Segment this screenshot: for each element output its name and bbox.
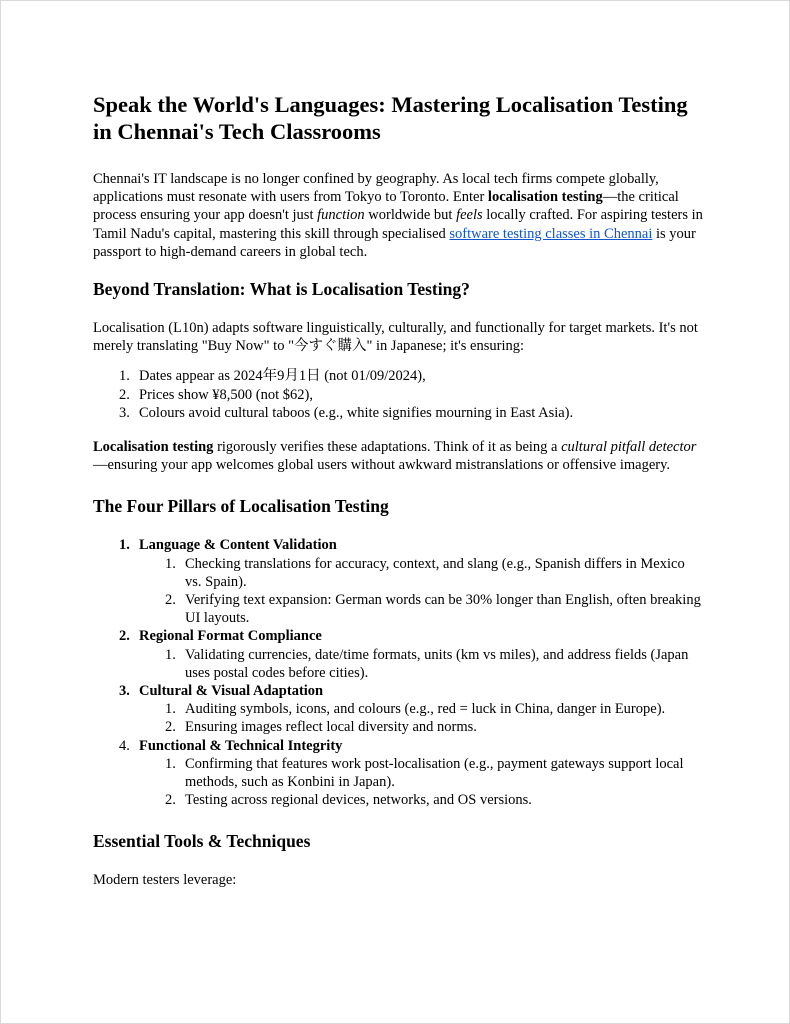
list-number: 2.	[119, 386, 130, 403]
list-item-text: Prices show ¥8,500 (not $62),	[139, 386, 313, 403]
pillar-sublist	[139, 700, 703, 736]
intro-paragraph	[93, 170, 703, 261]
intro-text-2: —the critical process ensuring your app doesn't just	[93, 189, 679, 224]
intro-text-3: worldwide but	[364, 207, 457, 224]
pillar-title: Language & Content Validation	[139, 537, 337, 554]
sublist-number: 1.	[165, 646, 176, 663]
document-content	[93, 91, 703, 908]
para2-text-1: rigorously verifies these adaptations. Think of it as being a	[213, 439, 562, 456]
section1-paragraph-2	[93, 438, 703, 474]
sublist-item	[139, 718, 703, 736]
intro-italic-1: function	[317, 207, 365, 224]
sublist-item	[139, 791, 703, 809]
section-heading-four-pillars: The Four Pillars of Localisation Testing	[93, 496, 389, 517]
sublist-number: 1.	[165, 555, 176, 572]
section-heading-tools: Essential Tools & Techniques	[93, 831, 311, 852]
pillar-number: 4.	[119, 737, 130, 754]
pillars-list	[93, 536, 703, 809]
para2-bold: Localisation testing	[93, 439, 214, 456]
sublist-item-text: Testing across regional devices, networks, and OS versions.	[185, 792, 532, 809]
pillar-item	[93, 682, 703, 737]
sublist-item-text: Auditing symbols, icons, and colours (e.g., red = luck in China, danger in Europe).	[185, 701, 666, 718]
intro-text-5: is your passport to high-demand careers in global tech.	[93, 225, 696, 260]
sublist-item-text: Validating currencies, date/time formats, units (km vs miles), and address fields (Japan uses postal codes before cities).	[185, 646, 689, 681]
para2-italic: cultural pitfall detector	[561, 439, 697, 456]
pillar-sublist	[139, 755, 703, 810]
sublist-item-text: Verifying text expansion: German words can be 30% longer than English, often breaking UI layouts.	[185, 592, 701, 627]
sublist-number: 1.	[165, 701, 176, 718]
pillar-item	[93, 627, 703, 682]
sublist-number: 1.	[165, 755, 176, 772]
intro-text-1: Chennai's IT landscape is no longer confined by geography. As local tech firms compete globally, applications must resonate with users from Tokyo to Toronto. Enter	[93, 171, 659, 206]
list-item	[93, 367, 703, 385]
pillar-sublist	[139, 646, 703, 682]
localisation-examples-list	[93, 367, 703, 422]
intro-italic-2: feels	[456, 207, 483, 224]
sublist-item	[139, 700, 703, 718]
list-item	[93, 386, 703, 404]
para2-text-2: —ensuring your app welcomes global users without awkward mistranslations or offensive imagery.	[93, 457, 671, 474]
section3-paragraph: Modern testers leverage:	[93, 872, 237, 889]
sublist-item-text: Confirming that features work post-localisation (e.g., payment gateways support local methods, such as Konbini in Japan).	[185, 755, 684, 791]
intro-bold: localisation testing	[487, 189, 603, 206]
sublist-item	[139, 591, 703, 627]
pillar-title: Cultural & Visual Adaptation	[139, 683, 324, 700]
pillar-title: Functional & Technical Integrity	[139, 737, 343, 754]
sublist-number: 2.	[165, 719, 176, 736]
list-item-text: Colours avoid cultural taboos (e.g., white signifies mourning in East Asia).	[139, 404, 574, 421]
pillar-number: 2.	[119, 628, 130, 645]
software-testing-classes-link[interactable]: software testing classes in Chennai	[449, 225, 653, 242]
pillar-number: 1.	[119, 537, 130, 554]
sublist-number: 2.	[165, 792, 176, 809]
pillar-item	[93, 737, 703, 810]
pillar-number: 3.	[119, 683, 130, 700]
list-number: 3.	[119, 404, 130, 421]
pillar-sublist	[139, 555, 703, 628]
pillar-item	[93, 536, 703, 627]
sublist-item-text: Checking translations for accuracy, context, and slang (e.g., Spanish differs in Mexico vs. Spain).	[185, 555, 685, 590]
intro-text-4: locally crafted. For aspiring testers in Tamil Nadu's capital, mastering this skill through specialised	[93, 207, 703, 242]
list-item-text: Dates appear as 2024年9月1日 (not 01/09/2024),	[139, 368, 426, 385]
section1-paragraph: Localisation (L10n) adapts software linguistically, culturally, and functionally for target markets. It's not merely translating "Buy Now" to "今すぐ購入" in Japanese; it's ensuring:	[93, 320, 698, 355]
sublist-item-text: Ensuring images reflect local diversity and norms.	[185, 719, 477, 736]
page-title: Speak the World's Languages: Mastering Localisation Testing in Chennai's Tech Classrooms	[93, 92, 688, 144]
list-item	[93, 404, 703, 422]
list-number: 1.	[119, 368, 130, 385]
sublist-item	[139, 555, 703, 591]
sublist-item	[139, 646, 703, 682]
section-heading-what-is: Beyond Translation: What is Localisation Testing?	[93, 279, 470, 300]
pillar-title: Regional Format Compliance	[139, 628, 322, 645]
sublist-number: 2.	[165, 592, 176, 609]
sublist-item	[139, 755, 703, 791]
